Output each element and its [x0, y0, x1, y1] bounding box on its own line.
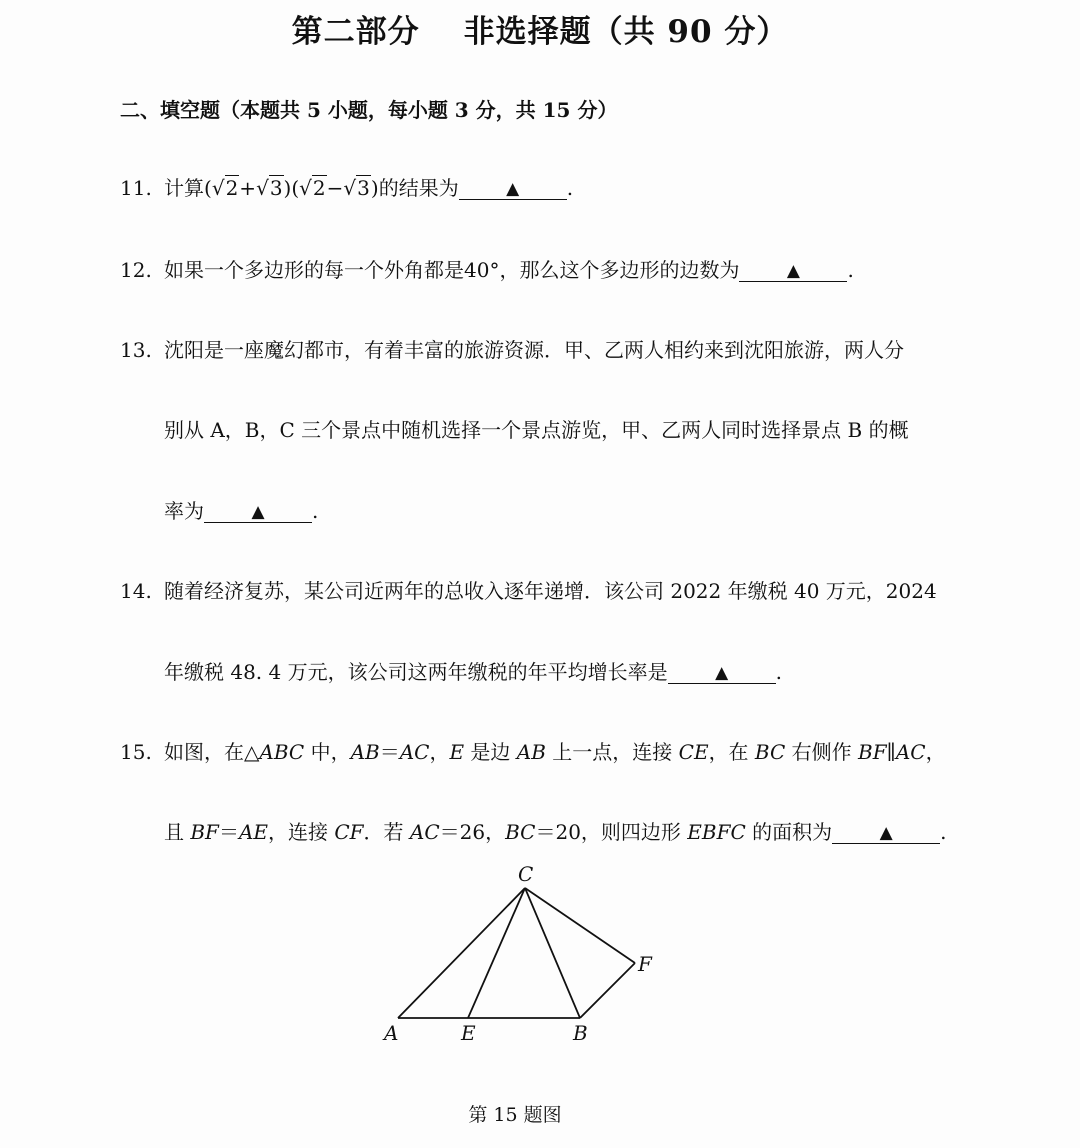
- question-14-line-2: [164, 658, 782, 686]
- answer-blank[interactable]: [204, 500, 312, 523]
- question-13-line-1: [120, 336, 904, 364]
- answer-blank[interactable]: [459, 177, 567, 200]
- plus-sign: +: [239, 176, 257, 200]
- question-15-line-1: 15. 如图，在△ABC 中，AB＝AC，E 是边 AB 上一点，连接 CE，在 BC 右侧作 BF∥AC，: [120, 740, 946, 764]
- q13-line3: 率为: [164, 499, 204, 523]
- q11-close: ): [370, 176, 379, 200]
- part-title-right: 非选择题（共 90 分）: [463, 14, 789, 50]
- period: .: [566, 176, 574, 200]
- period: .: [847, 258, 854, 282]
- question-number: 12.: [120, 258, 152, 282]
- question-15-line-2: 且 BF＝AE，连接 CF．若 AC＝26，BC＝20，则四边形 EBFC 的面积为 ▲ .: [164, 820, 947, 844]
- vertex-label-f: F: [638, 952, 652, 976]
- q11-prefix: 计算: [164, 176, 204, 200]
- answer-blank[interactable]: [739, 259, 847, 282]
- part-title: [0, 6, 1080, 51]
- triangle-icon: ▲: [715, 663, 729, 683]
- period: .: [940, 820, 947, 844]
- vertex-label-a: A: [384, 1021, 399, 1045]
- question-number: 15.: [120, 740, 152, 764]
- sqrt-2-b: √2: [299, 176, 326, 200]
- question-number: 14.: [120, 579, 152, 603]
- question-number: 11.: [120, 176, 152, 200]
- segment-ac: [398, 888, 525, 1018]
- question-11: [120, 174, 573, 202]
- sqrt-3-b: √3: [343, 176, 370, 200]
- question-12: [120, 256, 854, 284]
- vertex-label-c: C: [518, 862, 534, 886]
- section-title: 二、填空题（本题共 5 小题，每小题 3 分，共 15 分）: [120, 98, 618, 122]
- q14-line2: 年缴税 48. 4 万元，该公司这两年缴税的年平均增长率是: [164, 660, 668, 684]
- minus-sign: −: [326, 176, 344, 200]
- q14-line1: 随着经济复苏，某公司近两年的总收入逐年递增．该公司 2022 年缴税 40 万元，2024: [164, 579, 937, 603]
- q11-open: (: [204, 176, 212, 200]
- question-13-line-3: [164, 497, 318, 525]
- triangle-icon: ▲: [251, 502, 265, 522]
- triangle-icon: ▲: [506, 179, 520, 199]
- question-14-line-1: [120, 577, 937, 605]
- question-number: 13.: [120, 338, 152, 362]
- period: .: [312, 499, 319, 523]
- q12-text: 如果一个多边形的每一个外角都是40°，那么这个多边形的边数为: [164, 258, 740, 282]
- triangle-icon: ▲: [786, 261, 800, 281]
- figure-caption: 第 15 题图: [468, 1104, 562, 1126]
- question-13-line-2: 别从 A，B，C 三个景点中随机选择一个景点游览，甲、乙两人同时选择景点 B 的概: [164, 418, 909, 442]
- q11-suffix: 的结果为: [378, 176, 459, 200]
- period: .: [775, 660, 782, 684]
- triangle-icon: ▲: [879, 823, 893, 843]
- answer-blank[interactable]: [668, 661, 776, 684]
- q11-mid: )(: [283, 176, 300, 200]
- answer-blank[interactable]: [832, 821, 940, 844]
- part-title-left: 第二部分: [291, 14, 420, 50]
- q13-line1: 沈阳是一座魔幻都市，有着丰富的旅游资源．甲、乙两人相约来到沈阳旅游，两人分: [164, 338, 904, 362]
- vertex-label-b: B: [573, 1021, 588, 1045]
- sqrt-3-a: √3: [256, 176, 283, 200]
- geometry-figure: [370, 858, 670, 1048]
- segment-ce: [468, 888, 525, 1018]
- segment-bf: [580, 963, 635, 1018]
- sqrt-2-a: √2: [211, 176, 239, 200]
- vertex-label-e: E: [461, 1021, 476, 1045]
